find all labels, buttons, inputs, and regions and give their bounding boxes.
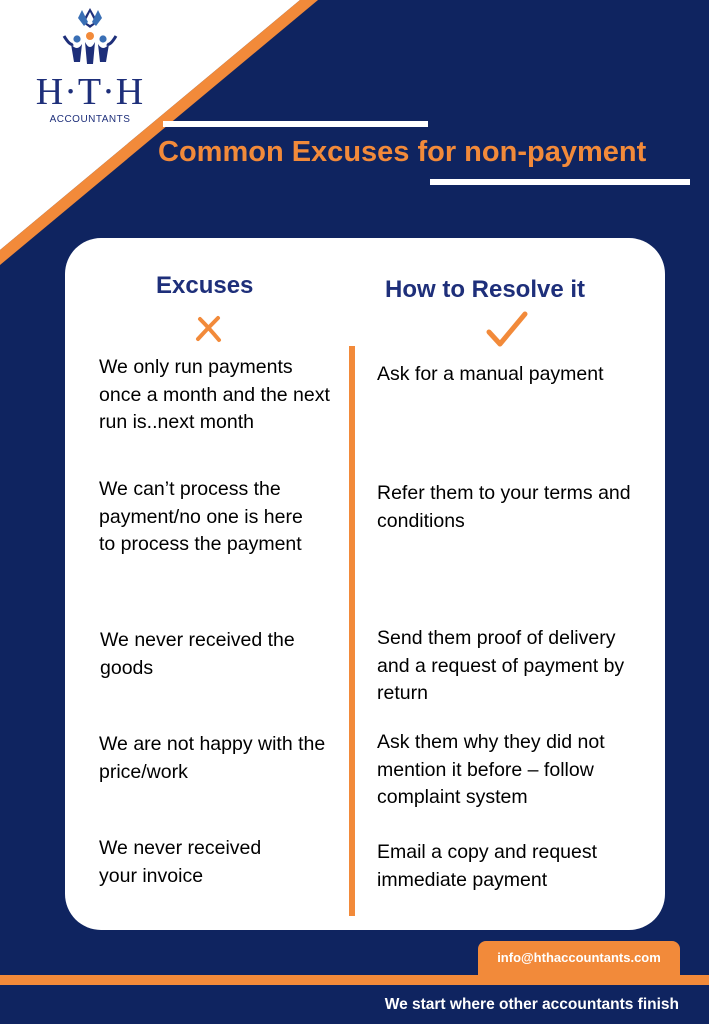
email-link[interactable]: info@hthaccountants.com [478, 941, 680, 975]
logo-subtitle: ACCOUNTANTS [49, 114, 131, 125]
resolution-cell: Send them proof of delivery and a request of payment by return [377, 627, 625, 704]
page-title: Common Excuses for non-payment [158, 136, 647, 168]
cross-icon [194, 314, 224, 344]
excuses-heading: Excuses [156, 272, 254, 299]
resolution-cell: Email a copy and request immediate payment [377, 841, 598, 891]
excuse-cell: We can’t process the payment/no one is here to process the payment [99, 478, 303, 555]
title-rule-bottom [430, 179, 690, 185]
hth-logo [30, 6, 150, 130]
excuses-card [65, 238, 665, 930]
resolution-cell: Refer them to your terms and conditions [377, 482, 631, 532]
column-divider [349, 346, 355, 916]
footer-orange-band [0, 975, 709, 985]
resolve-heading: How to Resolve it [385, 276, 586, 303]
logo-wordmark: H·T·H [35, 71, 145, 113]
resolution-cell: Ask them why they did not mention it before – follow complaint system [377, 731, 605, 808]
excuse-cell: We only run payments once a month and the next run is..next month [99, 356, 330, 433]
resolution-cell: Ask for a manual payment [377, 363, 604, 385]
title-rule-top [163, 121, 428, 127]
excuse-cell: We never received your invoice [99, 837, 262, 887]
logo-figures-icon [58, 6, 122, 68]
excuse-cell: We are not happy with the price/work [99, 733, 326, 783]
footer-tagline: We start where other accountants finish [384, 996, 679, 1013]
checkmark-icon [485, 310, 529, 350]
excuse-cell: We never received the goods [100, 629, 295, 679]
